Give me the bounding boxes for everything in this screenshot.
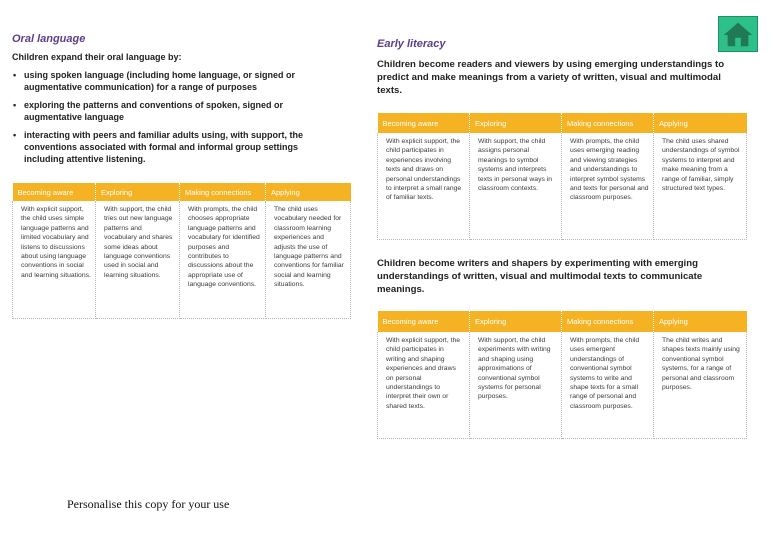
column-header: Applying <box>654 311 747 332</box>
table-cell: With prompts, the child uses emergent understandings of conventional symbol systems to write and shape texts for a small range of personal and classroom purposes. <box>562 332 654 438</box>
column-header: Becoming aware <box>378 113 470 133</box>
column-header: Making connections <box>180 183 266 201</box>
home-icon <box>719 17 757 51</box>
reading-table <box>377 113 747 240</box>
column-header: Exploring <box>470 113 562 133</box>
table-row <box>13 201 351 318</box>
column-header: Applying <box>266 183 351 201</box>
oral-language-bullet-list <box>12 69 332 171</box>
reading-section-title: Children become readers and viewers by using emerging understandings to predict and make meanings from a variety of written, visual and multimodal texts. <box>377 59 725 96</box>
table-row <box>378 133 747 239</box>
column-header: Exploring <box>470 311 562 332</box>
table-cell: With explicit support, the child uses simple language patterns and limited vocabulary and listens to discussions about using language conventions in social and learning situations. <box>13 201 96 318</box>
table-row <box>378 332 747 438</box>
table-cell: The child uses vocabulary needed for classroom learning experiences and adjusts the use of language patterns and conventions for familiar social and learning situations. <box>266 201 351 318</box>
column-header: Becoming aware <box>13 183 96 201</box>
oral-language-heading: Oral language <box>12 33 86 45</box>
table-cell: With explicit support, the child participates in experiences involving texts and draws on personal understandings to interpret a small range of familiar texts. <box>378 133 470 239</box>
oral-language-bullet: • exploring the patterns and conventions of spoken, signed or augmentative language <box>12 99 332 123</box>
footer-note: Personalise this copy for your use <box>67 497 230 511</box>
home-button[interactable] <box>718 16 758 52</box>
early-literacy-heading: Early literacy <box>377 38 446 50</box>
column-header: Exploring <box>96 183 180 201</box>
table-cell: With support, the child tries out new language patterns and vocabulary and shares some ideas about language conventions used in social and learning situations. <box>96 201 180 318</box>
table-cell: With support, the child experiments with writing and shaping using approximations of conventional symbol systems for personal purposes. <box>470 332 562 438</box>
table-header-row <box>378 311 747 332</box>
table-cell: With explicit support, the child participates in writing and shaping experiences and draws on personal understandings to interpret their own or shared texts. <box>378 332 470 438</box>
oral-language-bullet: • using spoken language (including home language, or signed or augmentative communication) for a range of purposes <box>12 69 332 93</box>
oral-language-intro: Children expand their oral language by: <box>12 52 182 62</box>
oral-language-table <box>12 183 351 319</box>
oral-language-bullet: • interacting with peers and familiar adults using, with support, the conventions associated with formal and informal group settings including attentive listening. <box>12 129 332 165</box>
table-cell: The child writes and shapes texts mainly using conventional symbol systems, for a range of personal and classroom purposes. <box>654 332 747 438</box>
table-header-row <box>13 183 351 201</box>
column-header: Becoming aware <box>378 311 470 332</box>
table-cell: With prompts, the child chooses appropriate language patterns and vocabulary for identified purposes and contributes to discussions about the appropriate use of language conventions. <box>180 201 266 318</box>
column-header: Making connections <box>562 311 654 332</box>
column-header: Making connections <box>562 113 654 133</box>
table-cell: The child uses shared understandings of symbol systems to interpret and make meaning from a range of familiar, simply structured text types. <box>654 133 747 239</box>
writing-table <box>377 311 747 439</box>
writing-section-title: Children become writers and shapers by experimenting with emerging understandings of written, visual and multimodal texts to communicate meanings. <box>377 258 703 295</box>
column-header: Applying <box>654 113 747 133</box>
table-cell: With prompts, the child uses emerging reading and viewing strategies and understandings to interpret symbol systems and texts for personal and classroom purposes. <box>562 133 654 239</box>
table-cell: With support, the child assigns personal meanings to symbol systems and interprets texts in personal ways in classroom contexts. <box>470 133 562 239</box>
table-header-row <box>378 113 747 133</box>
